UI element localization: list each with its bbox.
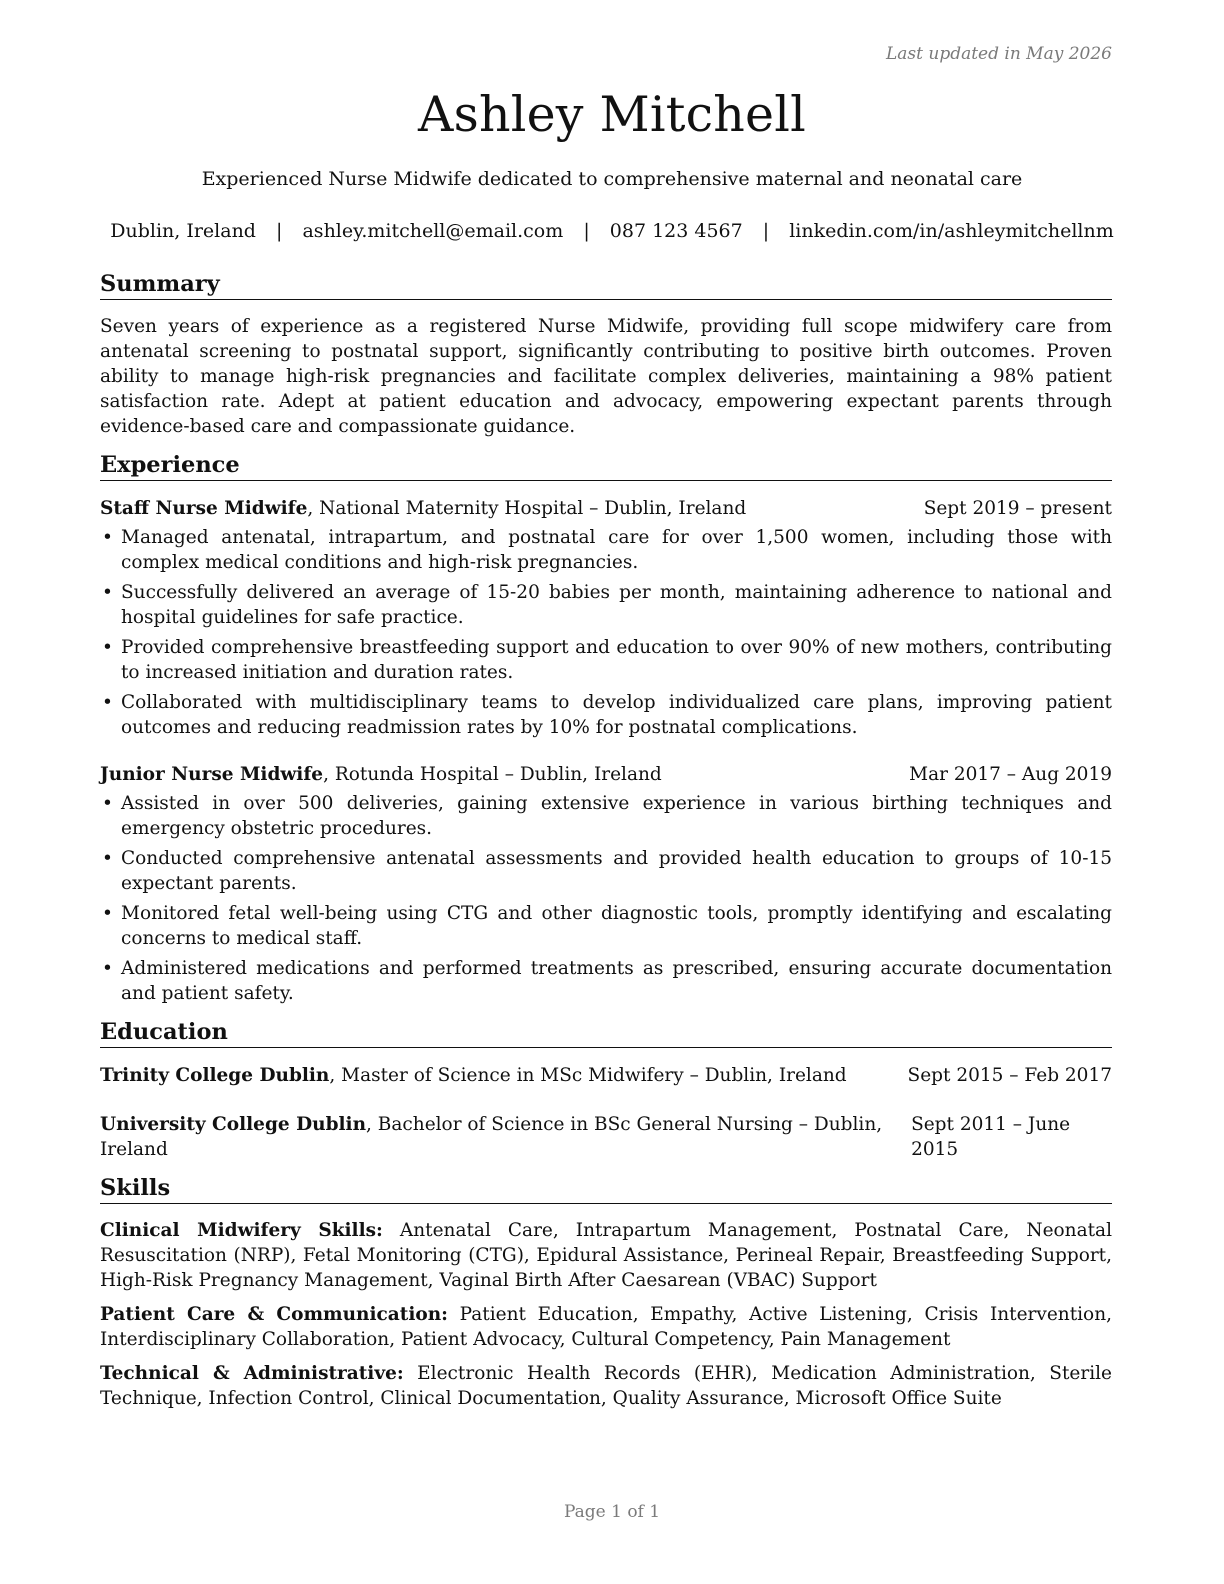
job-organization: , National Maternity Hospital – Dublin, Ireland <box>307 498 747 519</box>
skill-group-text: Electronic Health Records (EHR), Medication Administration, Sterile Technique, Infection Control, Clinical Documentation, Quality Assurance, Microsoft Office Suite <box>100 1363 1112 1409</box>
skill-group-label: Technical & Administrative: <box>100 1363 404 1384</box>
job-dates: Mar 2017 – Aug 2019 <box>909 764 1112 785</box>
job-bullets <box>100 791 1112 1006</box>
job-role: Staff Nurse Midwife <box>100 498 308 519</box>
skill-group-text: Patient Education, Empathy, Active Listening, Crisis Intervention, Interdisciplinary Collaboration, Patient Advocacy, Cultural Competency, Pain Management <box>100 1304 1112 1350</box>
summary-text: Seven years of experience as a registered Nurse Midwife, providing full scope midwifery care from antenatal screening to postnatal support, significantly contributing to positive birth outcomes. Proven ability to manage high-risk pregnancies and facilitate complex deliveries, maintaining a 98% patient satisfaction rate. Adept at patient education and advocacy, empowering expectant parents through evidence-based care and compassionate guidance. <box>100 316 1112 437</box>
skill-group <box>100 1361 1112 1411</box>
education-section <box>100 1018 1112 1162</box>
bullet-item: • Conducted comprehensive antenatal assessments and provided health education to groups of 10-15 expectant parents. <box>100 846 1112 896</box>
last-updated-note: Last updated in May 2026 <box>885 44 1112 64</box>
contact-separator: | <box>762 220 770 242</box>
job-role: Junior Nurse Midwife <box>100 764 324 785</box>
job-header <box>100 762 1112 787</box>
education-dates: Sept 2015 – Feb 2017 <box>907 1065 1112 1086</box>
page-number: Page 1 of 1 <box>563 1502 661 1522</box>
job-entry <box>100 762 1112 1006</box>
tagline: Experienced Nurse Midwife dedicated to comprehensive maternal and neonatal care <box>201 168 1023 190</box>
resume-body <box>100 270 1112 1423</box>
education-line <box>100 1112 911 1162</box>
education-school: University College Dublin <box>100 1114 367 1135</box>
bullet-item: • Provided comprehensive breastfeeding support and education to over 90% of new mothers, contributing to increased initiation and duration rates. <box>100 635 1112 685</box>
bullet-item: • Successfully delivered an average of 15-20 babies per month, maintaining adherence to national and hospital guidelines for safe practice. <box>100 580 1112 630</box>
contact-line <box>0 220 1224 242</box>
bullet-item: • Collaborated with multidisciplinary teams to develop individualized care plans, improving patient outcomes and reducing readmission rates by 10% for postnatal complications. <box>100 690 1112 740</box>
job-entry <box>100 496 1112 740</box>
contact-separator: | <box>583 220 590 242</box>
section-title-experience: Experience <box>100 451 1112 481</box>
contact-linkedin[interactable]: linkedin.com/in/ashleymitchellnm <box>789 220 1114 242</box>
education-school: Trinity College Dublin <box>100 1065 330 1086</box>
section-title-summary: Summary <box>100 270 1112 300</box>
education-detail: , Master of Science in MSc Midwifery – Dublin, Ireland <box>329 1065 847 1086</box>
job-header <box>100 496 1112 521</box>
skill-group-label: Clinical Midwifery Skills: <box>100 1220 383 1241</box>
education-entry <box>100 1063 1112 1088</box>
bullet-item: • Managed antenatal, intrapartum, and postnatal care for over 1,500 women, including those with complex medical conditions and high-risk pregnancies. <box>100 525 1112 575</box>
job-organization: , Rotunda Hospital – Dublin, Ireland <box>323 764 662 785</box>
education-dates: Sept 2011 – June 2015 <box>911 1114 1071 1160</box>
job-bullets <box>100 525 1112 740</box>
bullet-item: • Monitored fetal well-being using CTG and other diagnostic tools, promptly identifying and escalating concerns to medical staff. <box>100 901 1112 951</box>
skills-section <box>100 1174 1112 1411</box>
skill-group <box>100 1218 1112 1293</box>
bullet-item: • Administered medications and performed treatments as prescribed, ensuring accurate documentation and patient safety. <box>100 956 1112 1006</box>
skill-group-text: Antenatal Care, Intrapartum Management, Postnatal Care, Neonatal Resuscitation (NRP), Fetal Monitoring (CTG), Epidural Assistance, Perineal Repair, Breastfeeding Support, High-Risk Pregnancy Management, Vaginal Birth After Caesarean (VBAC) Support <box>100 1220 1112 1291</box>
contact-email[interactable]: ashley.mitchell@email.com <box>302 220 564 242</box>
education-detail: , Bachelor of Science in BSc General Nursing – Dublin, Ireland <box>100 1114 883 1160</box>
contact-phone: 087 123 4567 <box>609 220 743 242</box>
section-title-education: Education <box>100 1018 1112 1048</box>
job-title-line <box>100 762 662 787</box>
skill-group-label: Patient Care & Communication: <box>100 1304 448 1325</box>
summary-section <box>100 270 1112 439</box>
education-line <box>100 1063 847 1088</box>
contact-separator: | <box>276 220 283 242</box>
candidate-name: Ashley Mitchell <box>418 86 806 143</box>
section-title-skills: Skills <box>100 1174 1112 1204</box>
skill-group <box>100 1302 1112 1352</box>
education-entry <box>100 1112 1112 1162</box>
experience-section <box>100 451 1112 1006</box>
contact-location: Dublin, Ireland <box>110 220 256 242</box>
job-dates: Sept 2019 – present <box>923 498 1112 519</box>
job-title-line <box>100 496 746 521</box>
bullet-item: • Assisted in over 500 deliveries, gaining extensive experience in various birthing techniques and emergency obstetric procedures. <box>100 791 1112 841</box>
